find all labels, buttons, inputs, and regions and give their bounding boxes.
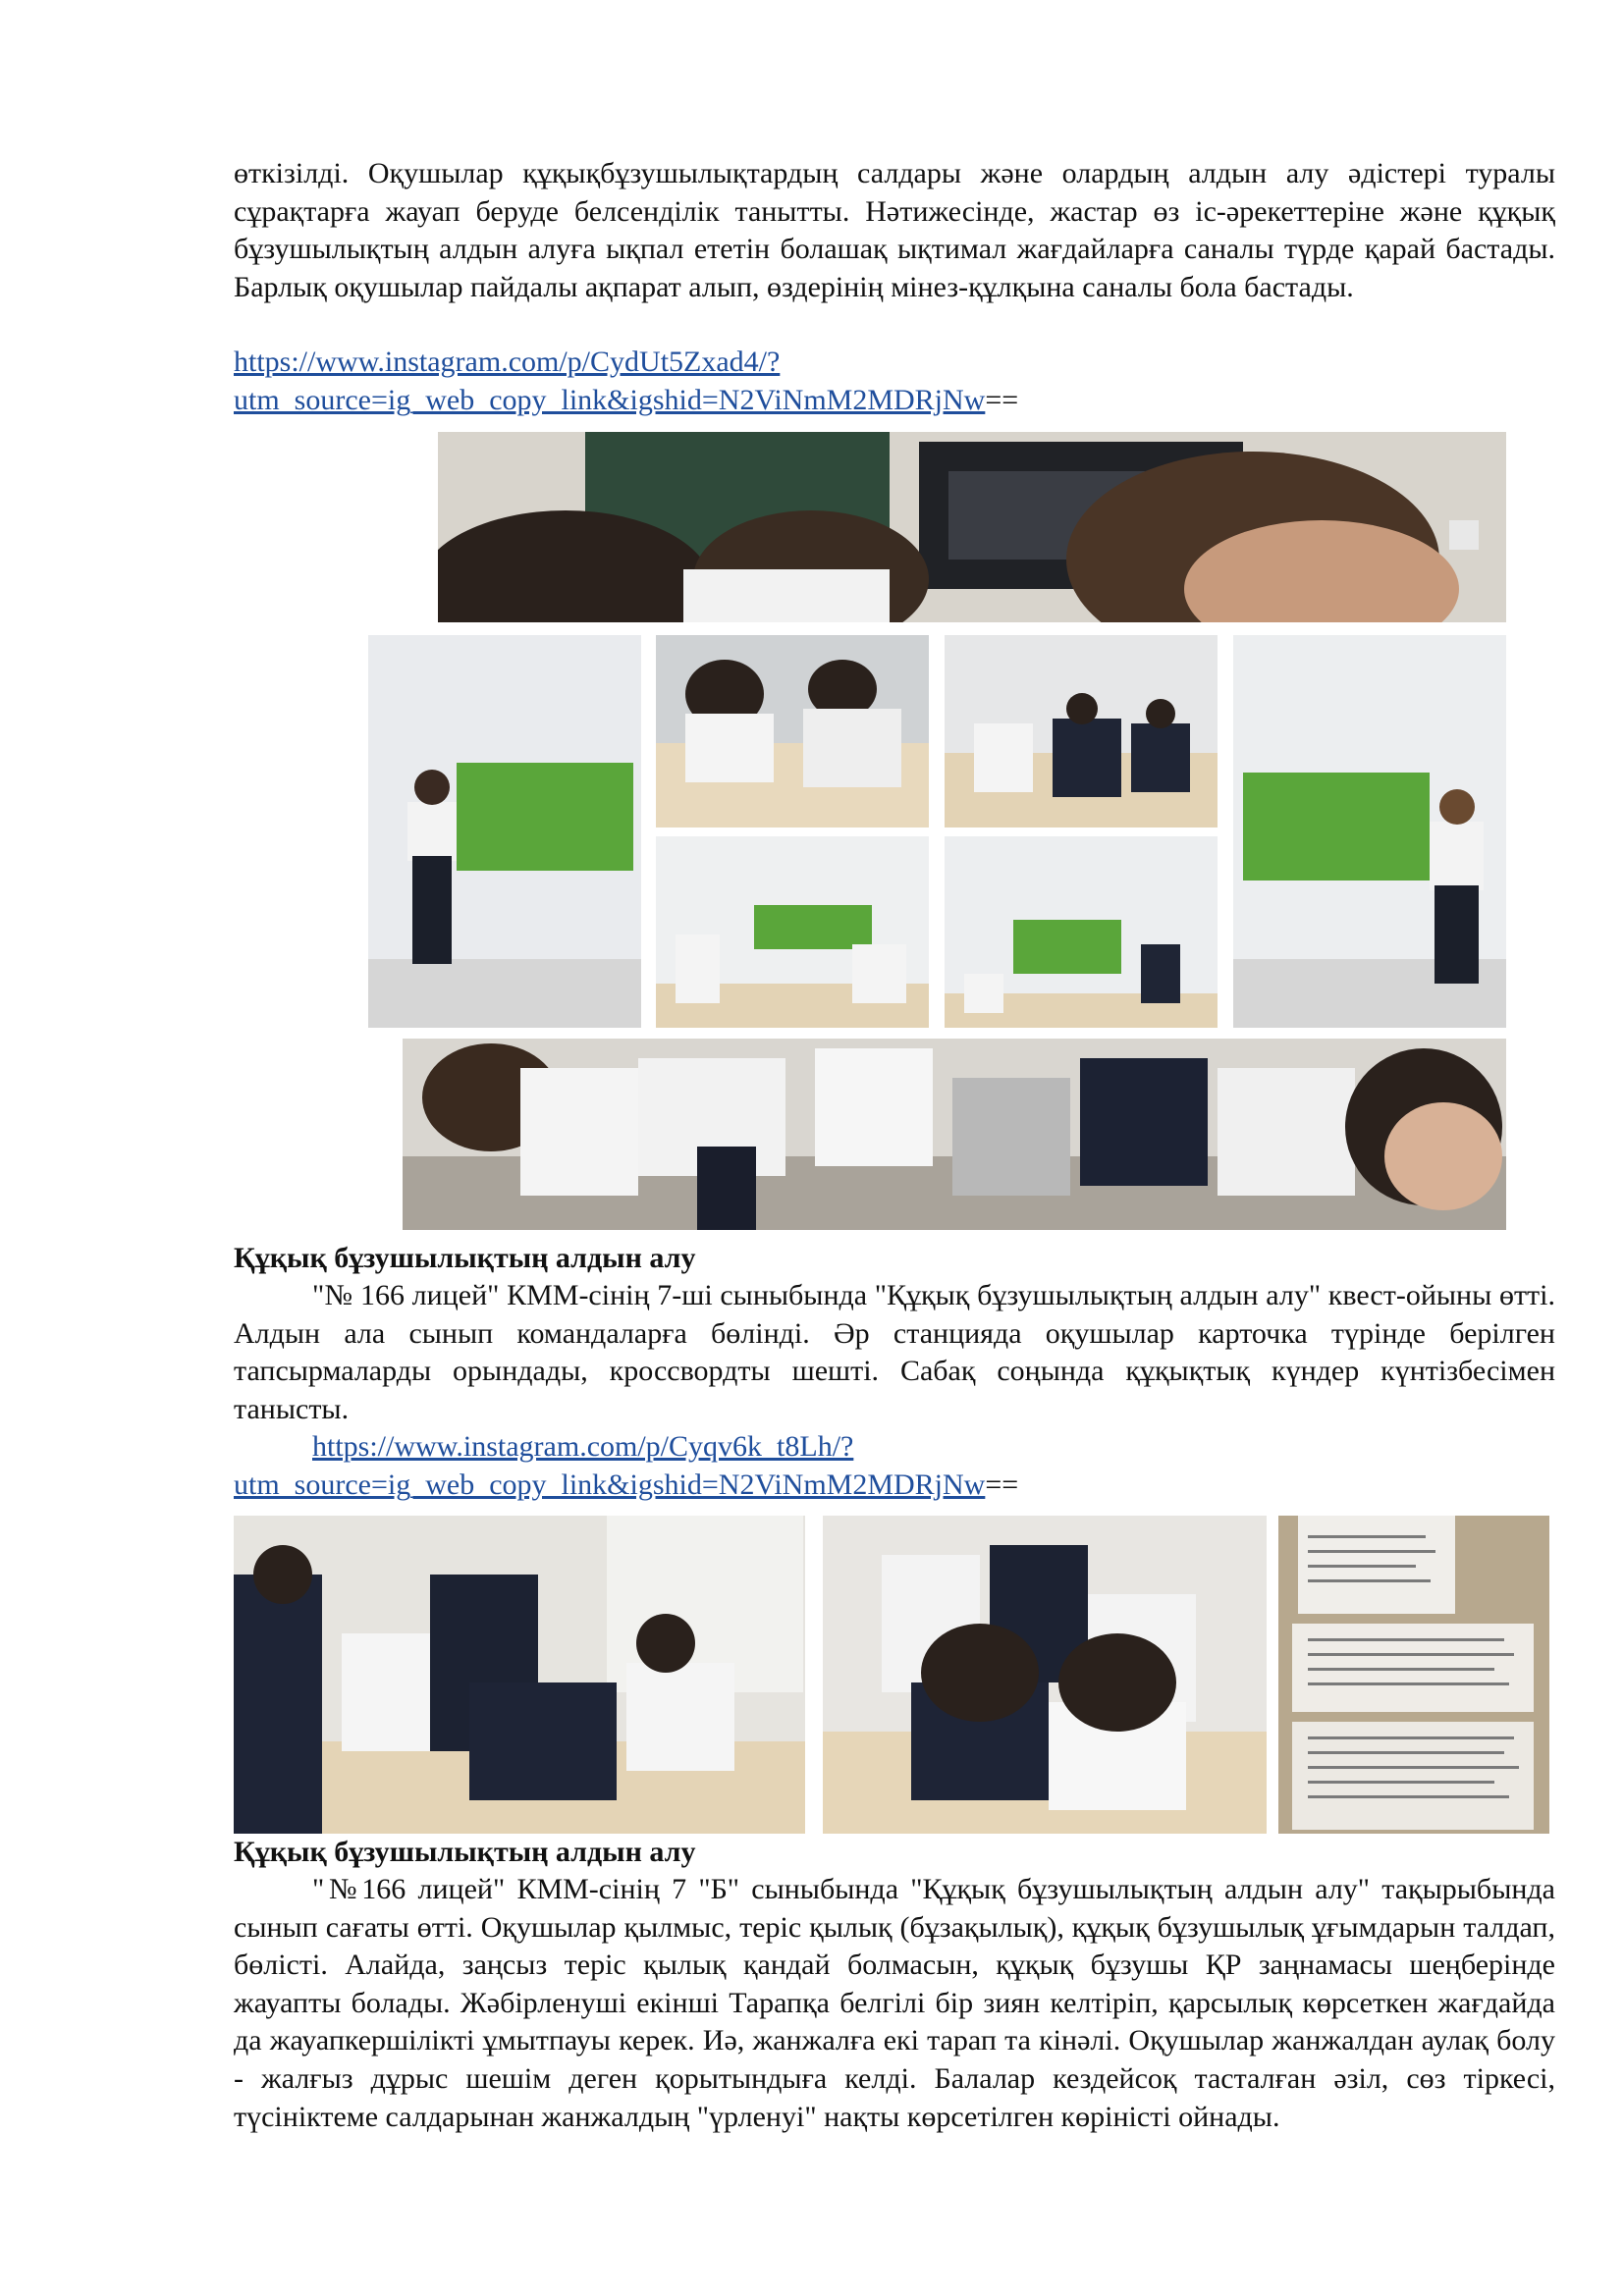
instagram-link-2a[interactable]: https://www.instagram.com/p/Cyqv6k_t8Lh/? (312, 1430, 854, 1463)
group-circle-photo (403, 1039, 1506, 1230)
section1-heading: Құқық бұзушылықтың алдын алу (234, 1242, 696, 1274)
collage-students-desk (656, 635, 929, 828)
section2-paragraph: "№166 лицей" КММ-сінің 7 "Б" сыныбында "Құқық бұзушылықтың алдын алу" тақырыбында сынып сағаты өтті. Оқушылар қылмыс, теріс қылық (бұзақылық), құқық бұзушылық ұғымдарын талдап, бөлісті. Алайда, заңсыз теріс қылық қандай болмасын, құқық бұзушы ҚР заңнамасы шеңберінде жауапты болады. Жәбірленуші екінші Тарапқа белгілі бір зиян келтіріп, қарсылық көрсеткен жағдайда да жауапкершілікті ұмытпауы керек. Иә, жанжалға екі тарап та кінәлі. Оқушылар жанжалдан аулақ болу - жалғыз дұрыс шешім деген қорытындыға келді. Балалар кездейсоқ тасталған әзіл, сөз тіркесі, түсініктеме салдарынан жанжалдың "үрленуі" нақты көрсетілген көріністі ойнады. (234, 1873, 1555, 2133)
collage-classroom-board (656, 836, 929, 1028)
link-1-suffix: == (985, 384, 1019, 416)
collage-classroom-screen (945, 836, 1218, 1028)
quest-students-card (823, 1516, 1267, 1834)
quest-station-sheets (1278, 1516, 1549, 1834)
instagram-link-2-line2[interactable] (234, 1467, 1018, 1504)
instagram-link-2-line1[interactable] (312, 1428, 853, 1466)
collage-presenter-left (368, 635, 641, 1028)
section2-heading: Құқық бұзушылықтың алдын алу (234, 1836, 696, 1868)
link-2-suffix: == (985, 1468, 1019, 1501)
quest-students-table (234, 1516, 805, 1834)
intro-paragraph: өткізілді. Оқушылар құқықбұзушылықтардың салдары және олардың алдын алу әдістері туралы сұрақтарға жауап беруде белсенділік танытты. Нәтижесінде, жастар өз іс-әрекеттеріне және құқық бұзушылықтың алдын алуға ықпал ететін болашақ ықтимал жағдайларға саналы түрде қарай бастады. Барлық оқушылар пайдалы ақпарат алып, өздерінің мінез-құлқына саналы бола бастады. (234, 157, 1555, 303)
classroom-top-photo (438, 432, 1506, 622)
instagram-link-1a[interactable]: https://www.instagram.com/p/CydUt5Zxad4/? (234, 346, 781, 378)
collage-group-table (945, 635, 1218, 828)
section1-paragraph: "№ 166 лицей" КММ-сінің 7-ші сыныбында "Құқық бұзушылықтың алдын алу" квест-ойыны өтті. Алдын ала сынып командаларға бөлінді. Әр станцияда оқушылар карточка түрінде берілген тапсырмаларды орындады, кроссвордты шешті. Сабақ соңында құқықтық күндер күнтізбесімен танысты. (234, 1279, 1555, 1425)
instagram-link-1b[interactable]: utm_source=ig_web_copy_link&igshid=N2ViNmM2MDRjNw (234, 384, 986, 416)
instagram-link-2b[interactable]: utm_source=ig_web_copy_link&igshid=N2ViNmM2MDRjNw (234, 1468, 986, 1501)
instagram-link-1-line2[interactable] (234, 382, 1018, 419)
collage-presenter-right (1233, 635, 1506, 1028)
instagram-link-1-line1[interactable] (234, 344, 780, 381)
